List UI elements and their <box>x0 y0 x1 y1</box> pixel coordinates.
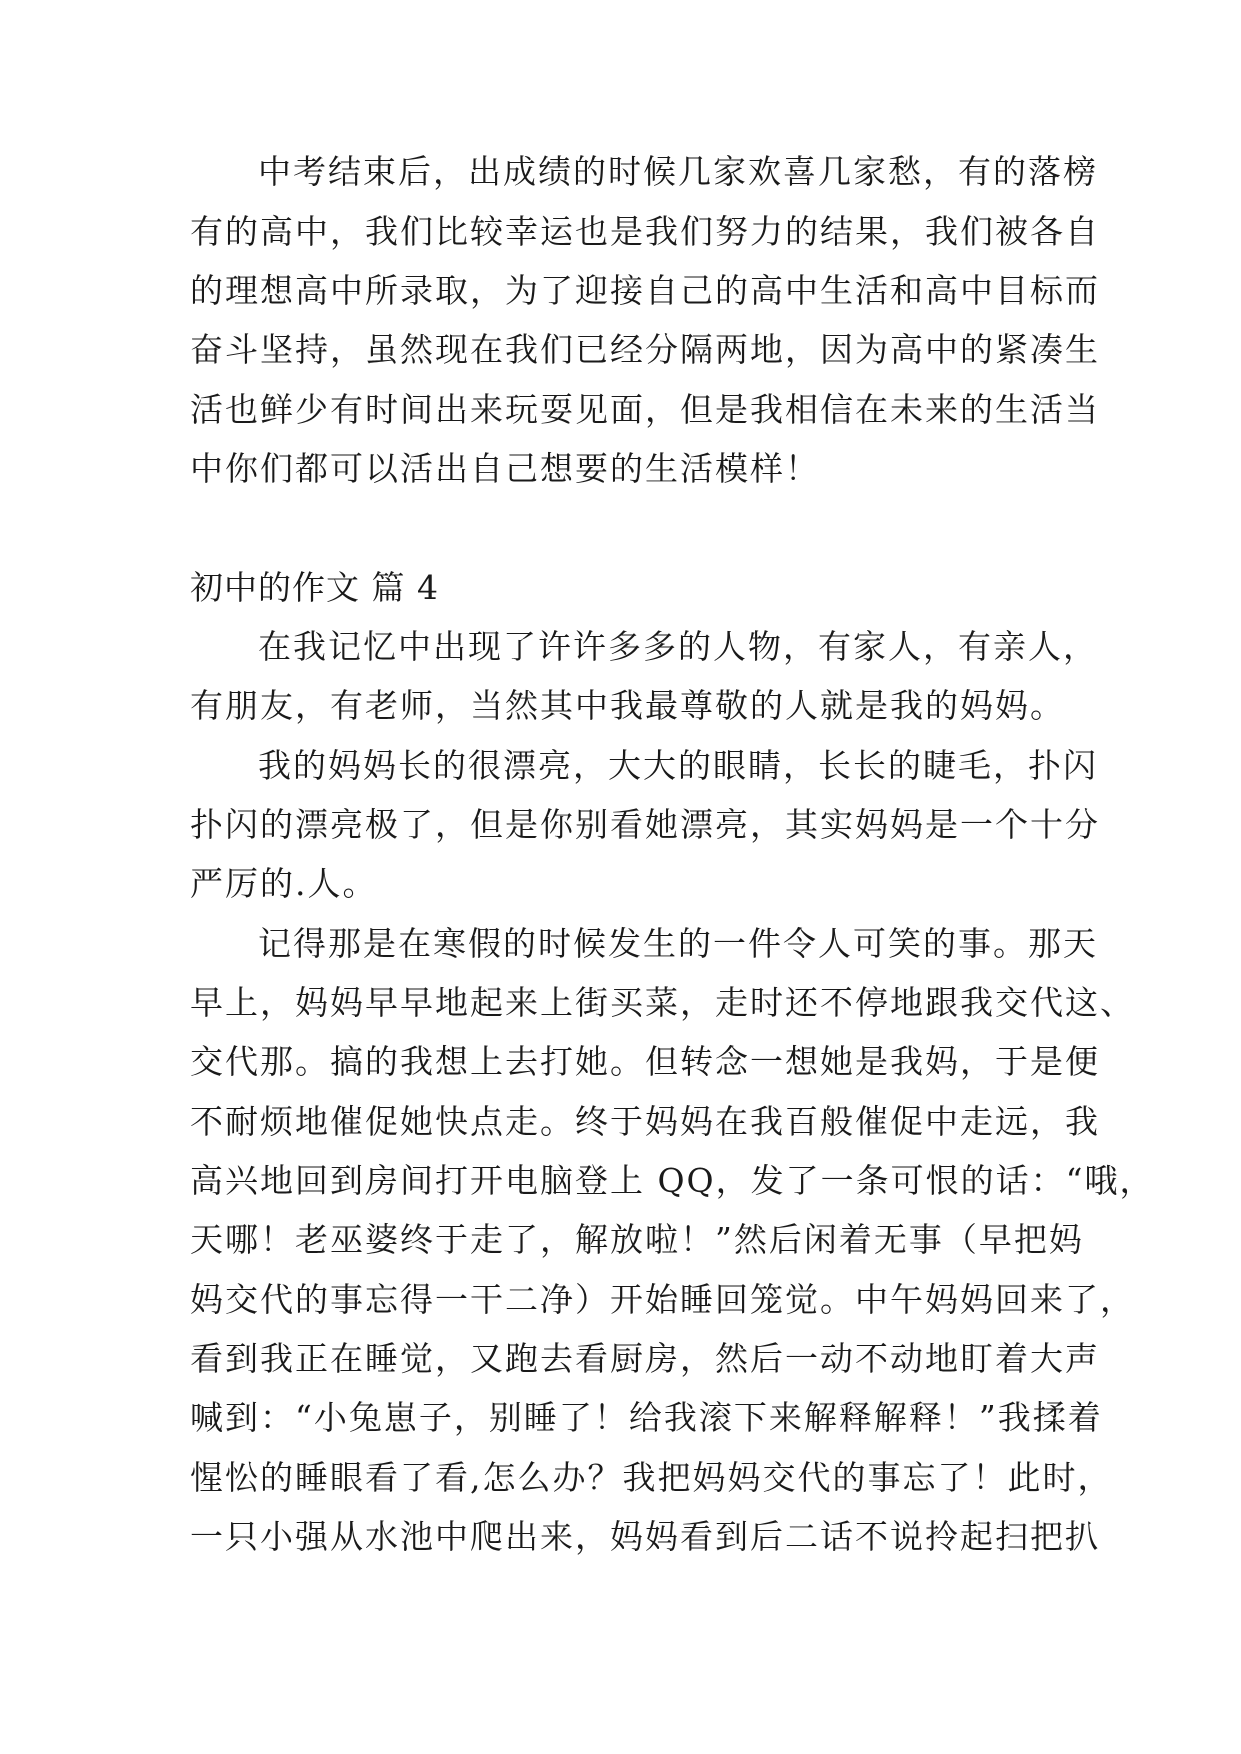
paragraph-4-line: 早上，妈妈早早地起来上街买菜，走时还不停地跟我交代这、 <box>190 983 1135 1022</box>
paragraph-4-line: 一只小强从水池中爬出来，妈妈看到后二话不说拎起扫把扒 <box>190 1517 1100 1556</box>
paragraph-4-line: 喊到：“小兔崽子，别睡了！给我滚下来解释解释！”我揉着 <box>190 1398 1103 1437</box>
paragraph-4-line: 看到我正在睡觉，又跑去看厨房，然后一动不动地盯着大声 <box>190 1339 1100 1378</box>
paragraph-4-line: 交代那。搞的我想上去打她。但转念一想她是我妈，于是便 <box>190 1042 1100 1081</box>
paragraph-1-line: 活也鲜少有时间出来玩耍见面，但是我相信在未来的生活当 <box>190 390 1100 429</box>
paragraph-1-line: 奋斗坚持，虽然现在我们已经分隔两地，因为高中的紧凑生 <box>190 330 1100 369</box>
paragraph-3-line: 严厉的.人。 <box>190 864 378 903</box>
paragraph-1-line: 中你们都可以活出自己想要的生活模样！ <box>190 449 820 488</box>
paragraph-1-line: 中考结束后，出成绩的时候几家欢喜几家愁，有的落榜 <box>258 152 1098 191</box>
paragraph-4-line: 妈交代的事忘得一干二净）开始睡回笼觉。中午妈妈回来了， <box>190 1280 1135 1319</box>
paragraph-2-line: 有朋友，有老师，当然其中我最尊敬的人就是我的妈妈。 <box>190 686 1065 725</box>
paragraph-2-line: 在我记忆中出现了许许多多的人物，有家人，有亲人， <box>258 627 1098 666</box>
section-title: 初中的作文 篇 4 <box>190 568 439 607</box>
paragraph-4-line: 惺忪的睡眼看了看,怎么办？我把妈妈交代的事忘了！此时， <box>190 1458 1113 1497</box>
paragraph-4-line: 天哪！老巫婆终于走了，解放啦！”然后闲着无事（早把妈 <box>190 1220 1084 1259</box>
paragraph-3-line: 扑闪的漂亮极了，但是你别看她漂亮，其实妈妈是一个十分 <box>190 805 1100 844</box>
paragraph-1-line: 有的高中，我们比较幸运也是我们努力的结果，我们被各自 <box>190 212 1100 251</box>
paragraph-4-line: 高兴地回到房间打开电脑登上 QQ，发了一条可恨的话：“哦， <box>190 1161 1155 1200</box>
paragraph-1-line: 的理想高中所录取，为了迎接自己的高中生活和高中目标而 <box>190 271 1100 310</box>
paragraph-4-line: 不耐烦地催促她快点走。终于妈妈在我百般催促中走远，我 <box>190 1102 1100 1141</box>
paragraph-3-line: 我的妈妈长的很漂亮，大大的眼睛，长长的睫毛，扑闪 <box>258 746 1098 785</box>
paragraph-4-line: 记得那是在寒假的时候发生的一件令人可笑的事。那天 <box>258 924 1098 963</box>
